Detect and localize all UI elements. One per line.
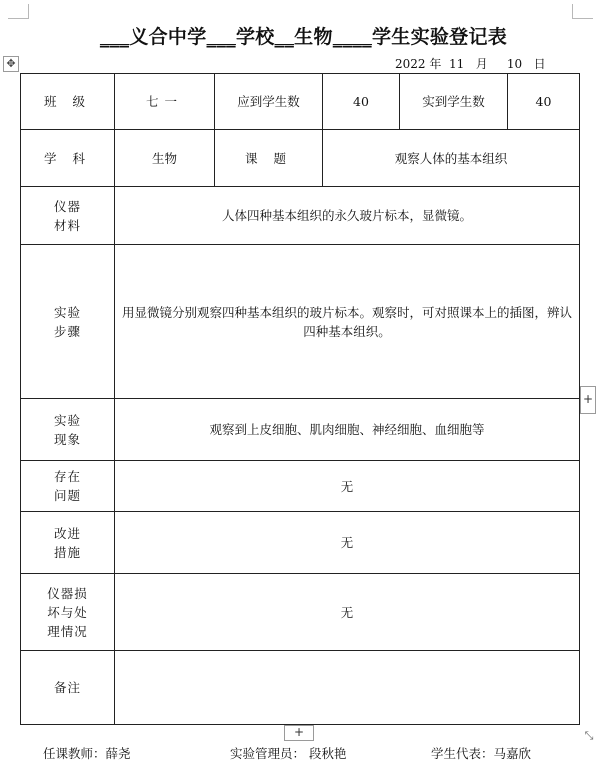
subject-label: 学 科 [21,130,115,187]
remarks-value[interactable] [115,651,580,725]
add-row-button[interactable]: + [284,725,314,741]
table-row [21,74,580,130]
label-line: 仪器 [53,198,81,214]
subject-value[interactable]: 生物 [115,130,215,187]
problems-label [21,461,115,512]
date-day-unit: 日 [533,57,546,71]
table-row [21,130,580,187]
table-row [21,574,580,651]
table-row [21,651,580,725]
title-blank: __ [274,26,295,48]
label-line: 材料 [53,217,81,233]
remarks-label: 备注 [21,651,115,725]
title-school: 义合中学 [129,26,207,48]
page-corner-mark [572,4,593,19]
label-line: 实验 [53,412,81,428]
footer-student-rep: 学生代表：马嘉欣 [431,746,532,761]
table-row [21,461,580,512]
materials-label [21,187,115,245]
damage-value[interactable]: 无 [115,574,580,651]
date-day: 10 [506,57,523,71]
label-line: 措施 [53,544,81,560]
date-year: 2022 [395,57,426,71]
class-value[interactable]: 七一 [115,74,215,130]
damage-label [21,574,115,651]
title-suffix: 学生实验登记表 [371,26,508,48]
topic-label: 课 题 [215,130,323,187]
expected-students-value[interactable]: 40 [323,74,400,130]
table-row [21,245,580,399]
class-label: 班 级 [21,74,115,130]
steps-value[interactable]: 用显微镜分别观察四种基本组织的玻片标本。观察时，可对照课本上的插图，辨认四种基本组织。 [115,245,580,399]
table-row [21,187,580,245]
actual-students-label: 实到学生数 [400,74,508,130]
footer-teacher: 任课教师：薛尧 [43,746,131,761]
footer-lab-manager: 实验管理员： 段秋艳 [230,746,347,761]
date-month-unit: 月 [475,57,488,71]
add-column-button[interactable]: + [580,386,596,414]
page-corner-mark [8,4,29,19]
date-month: 11 [449,57,465,71]
expected-students-label: 应到学生数 [215,74,323,130]
table-resize-icon[interactable]: ⤡ [584,729,594,742]
title-word-school: 学校 [235,26,275,48]
label-line: 存在 [53,469,81,484]
steps-label [21,245,115,399]
label-line: 步骤 [53,323,81,339]
title-blank: ____ [332,26,372,48]
label-line: 改进 [53,525,81,541]
title-blank: ___ [99,26,130,48]
table-row [21,512,580,574]
table-row [21,399,580,461]
actual-students-value[interactable]: 40 [508,74,580,130]
page-title [0,22,607,49]
improvements-value[interactable]: 无 [115,512,580,574]
title-subject: 生物 [294,26,333,48]
phenomena-value[interactable]: 观察到上皮细胞、肌肉细胞、神经细胞、血细胞等 [115,399,580,461]
date-year-unit: 年 [429,57,442,71]
topic-value[interactable]: 观察人体的基本组织 [323,130,580,187]
label-line: 理情况 [47,623,88,639]
table-move-icon[interactable]: ✥ [3,56,19,72]
label-line: 实验 [53,304,81,320]
improvements-label [21,512,115,574]
phenomena-label [21,399,115,461]
problems-value[interactable]: 无 [115,461,580,512]
title-blank: ___ [206,26,236,48]
label-line: 坏与处 [47,604,88,620]
label-line: 仪器损 [47,585,88,601]
experiment-record-table [20,73,580,725]
materials-value[interactable]: 人体四种基本组织的永久玻片标本，显微镜。 [115,187,580,245]
record-date [395,55,546,72]
label-line: 问题 [53,488,81,503]
label-line: 现象 [53,431,81,447]
